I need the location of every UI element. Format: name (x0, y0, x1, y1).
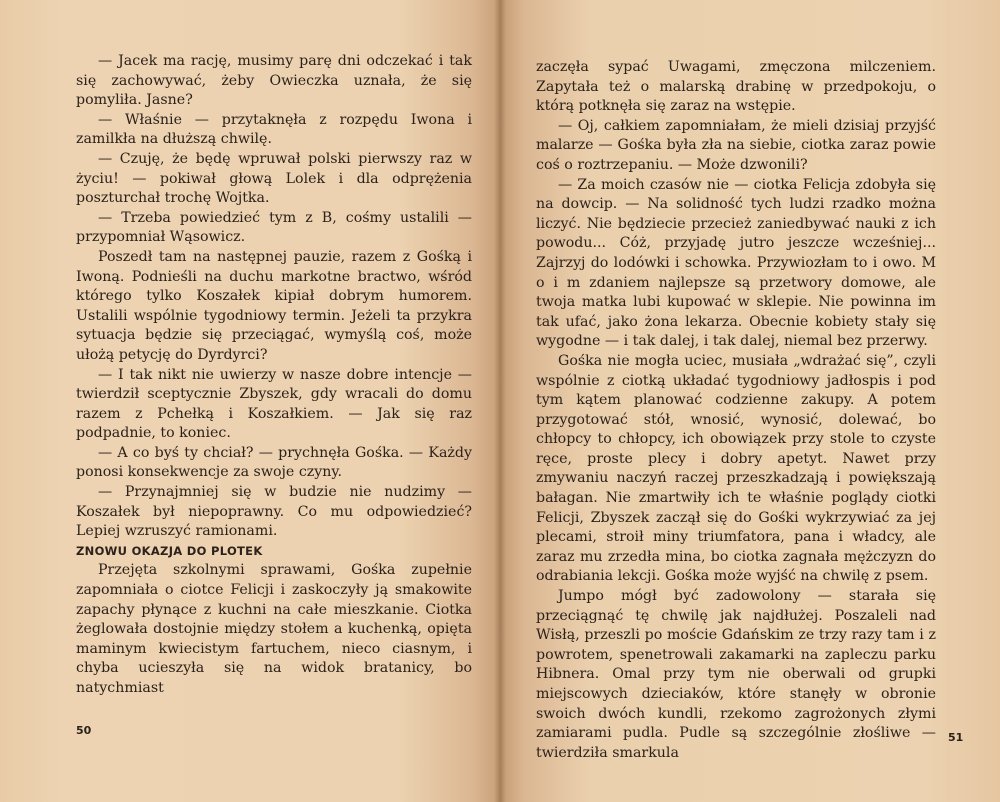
paragraph: — Czuję, że będę wpruwał polski pierwszy raz w życiu! — pokiwał głową Lolek i dla odprężenia poszturchał trochę Wojtka. (76, 150, 472, 207)
right-page (500, 0, 1000, 802)
book-gutter (494, 0, 506, 802)
paragraph: — Oj, całkiem zapomniałam, że mieli dzisiaj przyjść malarze — Gośka była zła na siebie, ciotka zaraz powie coś o roztrzepaniu. — Może dzwonili? (536, 117, 936, 173)
paragraph: Poszedł tam na następnej pauzie, razem z Gośką i Iwoną. Podnieśli na duchu markotne bractwo, wśród którego tylko Koszałek kipiał dobrym humorem. Ustalili wspólnie tygodniowy termin. Jeżeli ta przykra sytuacja będzie się przeciągać, wymyślą coś, może ułożą petycję do Dyrdyrci? (76, 248, 472, 363)
paragraph: — Jacek ma rację, musimy parę dni odczekać i tak się zachowywać, żeby Owieczka uznała, że się pomyliła. Jasne? (76, 53, 472, 109)
paragraph: — Właśnie — przytaknęła z rozpędu Iwona i zamilkła na dłuższą chwilę. (76, 111, 472, 148)
paragraph: — Przynajmniej się w budzie nie nudzimy — Koszałek był niepoprawny. Co mu odpowiedzieć? Lepiej wzruszyć ramionami. (76, 484, 472, 540)
paragraph: Przejęta szkolnymi sprawami, Gośka zupełnie zapomniała o ciotce Felicji i zaskoczyły ją smakowite zapachy płynące z kuchni na całe mieszkanie. Ciotka żeglowała dostojnie między stołem a kuchenką, opięta maminym kwiecistym fartuchem, nieco ciasnym, i chyba ucieszyła się na widok bratanicy, bo natychmiast (76, 562, 472, 696)
paragraph: — Za moich czasów nie — ciotka Felicja zdobyła się na dowcip. — Na solidność tych ludzi rzadko można liczyć. Nie będziecie przecież zaniedbywać nauki z ich powodu... Cóż, przyjadę jutro jeszcze wcześniej... Zajrzyj do lodówki i schowka. Przywiozłam to i owo. M o i m zdaniem najlepsze są przetwory domowe, ale twoja matka lubi kupować w sklepie. Nie powinna im tak ufać, jako żona lekarza. Obecnie kobiety stały się wygodne — i tak dalej, i tak dalej, niemal bez przerwy. (536, 176, 936, 350)
paragraph: Jumpo mógł być zadowolony — starała się przeciągnąć tę chwilę jak najdłużej. Poszaleli nad Wisłą, przeszli po moście Gdańskim ze trzy razy tam i z powrotem, spenetrowali zakamarki na zapleczu parku Hibnera. Omal przy tym nie oberwali od grupki miejscowych dzieciaków, które stanęły w obronie swoich dwóch kundli, rzekomo zagrożonych złymi zamiarami pudla. Pudle są szczególnie złośliwe — twierdziła smarkula (536, 588, 936, 761)
paragraph: zaczęła sypać Uwagami, zmęczona milczeniem. Zapytała też o malarską drabinę w przedpokoju, o którą potknęła się zaraz na wstępie. (536, 59, 936, 115)
left-page-text (76, 52, 472, 699)
paragraph: Gośka nie mogła uciec, musiała „wdrażać się”, czyli wspólnie z ciotką układać tygodniowy jadłospis i pod tym kątem planować codzienne zakupy. A potem przygotować stół, wnosić, wynosić, dolewać, bo chłopcy to chłopcy, ich obowiązek przy stole to czyste ręce, proste plecy i dobry apetyt. Nawet przy zmywaniu naczyń raczej przeszkadzają i powiększają bałagan. Nie zmartwiły ich te właśnie poglądy ciotki Felicji, Zbyszek zaczął się do Gośki wykrzywiać za jej plecami, stroił miny triumfatora, pana i władcy, ale zaraz mu zrzedła mina, bo ciotka zagnała mężczyzn do odrabiania lekcji. Gośka może wyjść na chwilę z psem. (536, 352, 936, 585)
page-number: 50 (76, 724, 92, 737)
chapter-heading: ZNOWU OKAZJA DO PLOTEK (76, 543, 263, 558)
paragraph: — A co byś ty chciał? — prychnęła Gośka. — Każdy ponosi konsekwencje za swoje czyny. (76, 444, 472, 481)
paragraph: — Trzeba powiedzieć tym z B, cośmy ustalili — przypomniał Wąsowicz. (76, 209, 472, 246)
page-number: 51 (948, 731, 964, 744)
paragraph: — I tak nikt nie uwierzy w nasze dobre intencje — twierdził sceptycznie Zbyszek, gdy wracali do domu razem z Pchełką i Koszałkiem. — Jak się raz podpadnie, to koniec. (76, 366, 472, 442)
right-page-text (536, 58, 936, 763)
